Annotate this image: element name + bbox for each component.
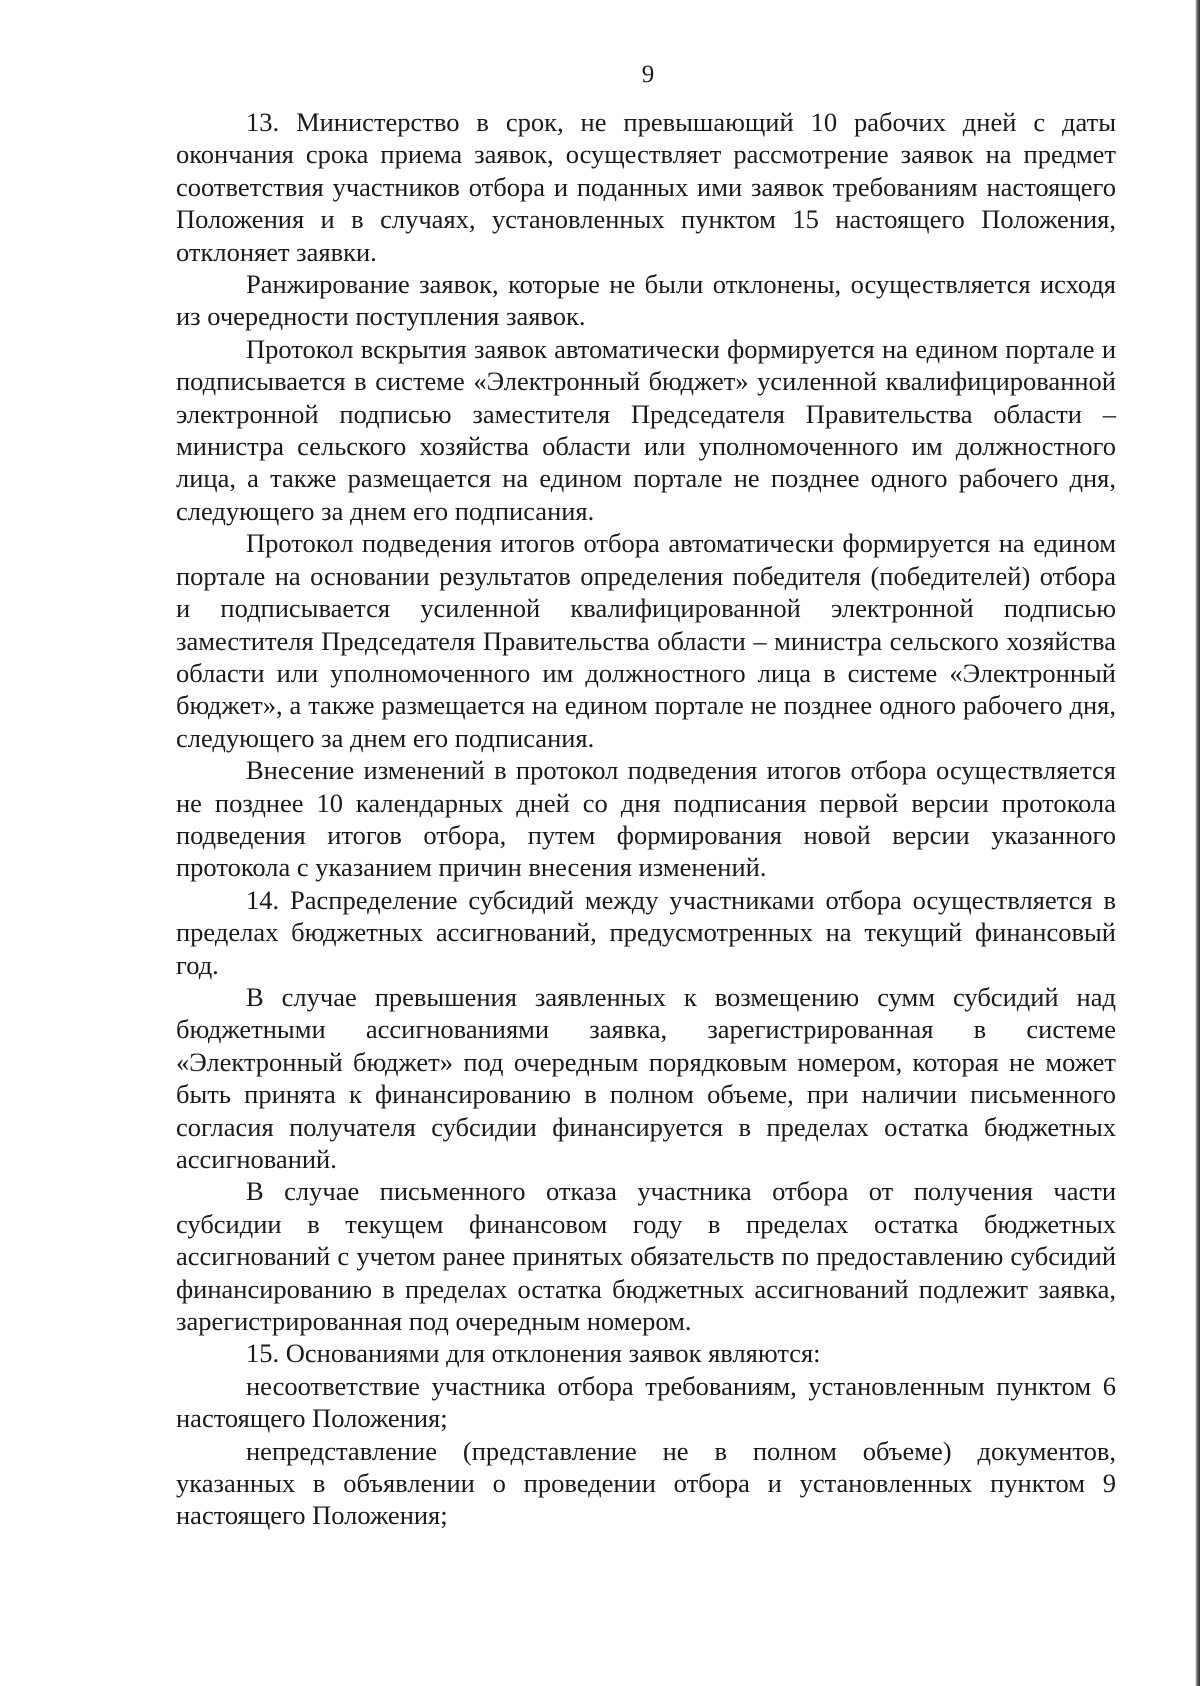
list-item-missing-documents: непредставление (представление не в полном объеме) документов, указанных в объявлении о проведении отбора и установленных пунктом 9 настоящего Положения; (176, 1435, 1116, 1531)
paragraph-protocol-changes: Внесение изменений в протокол подведения итогов отбора осуществляется не позднее 10 календарных дней со дня подписания первой версии протокола подведения итогов отбора, путем формирования новой версии указанного протокола с указанием причин внесения изменений. (176, 755, 1116, 883)
paragraph-opening-protocol: Протокол вскрытия заявок автоматически формируется на едином портале и подписывается в системе «Электронный бюджет» усиленной квалифицированной электронной подписью заместителя Председателя Правительства области – министра сельского хозяйства области или уполномоченного им должностного лица, а также размещается на едином портале не позднее одного рабочего дня, следующего за днем его подписания. (176, 333, 1116, 526)
paragraph-13-review: 13. Министерство в срок, не превышающий 10 рабочих дней с даты окончания срока приема заявок, осуществляет рассмотрение заявок на предмет соответствия участников отбора и поданных ими заявок требованиям настоящего Положения и в случаях, установленных пунктом 15 настоящего Положения, отклоняет заявки. (176, 107, 1116, 267)
paragraph-results-protocol: Протокол подведения итогов отбора автоматически формируется на едином портале на основании результатов определения победителя (победителей) отбора и подписывается усиленной квалифицированной электронной подписью заместителя Председателя Правительства области – министра сельского хозяйства области или уполномоченного им должностного лица в системе «Электронный бюджет», а также размещается на едином портале не позднее одного рабочего дня, следующего за днем его подписания. (176, 528, 1116, 753)
paragraph-written-refusal: В случае письменного отказа участника отбора от получения части субсидии в текущем финансовом году в пределах остатка бюджетных ассигнований с учетом ранее принятых обязательств по предоставлению субсидий финансированию в пределах остатка бюджетных ассигнований подлежит заявка, зарегистрированная под очередным номером. (176, 1176, 1116, 1337)
document-body (176, 106, 1116, 1532)
page-number: 9 (641, 61, 655, 88)
paragraph-excess-claims: В случае превышения заявленных к возмещению сумм субсидий над бюджетными ассигнованиями заявка, зарегистрированная в системе «Электронный бюджет» под очередным порядковым номером, которая не может быть принята к финансированию в полном объеме, при наличии письменного согласия получателя субсидии финансируется в пределах остатка бюджетных ассигнований. (176, 981, 1116, 1174)
paragraph-14-distribution: 14. Распределение субсидий между участниками отбора осуществляется в пределах бюджетных ассигнований, предусмотренных на текущий финансовый год. (176, 884, 1116, 980)
list-item-noncompliance: несоответствие участника отбора требованиям, установленным пунктом 6 настоящего Положения; (176, 1370, 1116, 1434)
scan-edge (1195, 0, 1200, 1686)
paragraph-15-rejection-grounds: 15. Основаниями для отклонения заявок являются: (246, 1338, 821, 1369)
paragraph-ranking: Ранжирование заявок, которые не были отклонены, осуществляется исходя из очередности поступления заявок. (176, 269, 1116, 332)
